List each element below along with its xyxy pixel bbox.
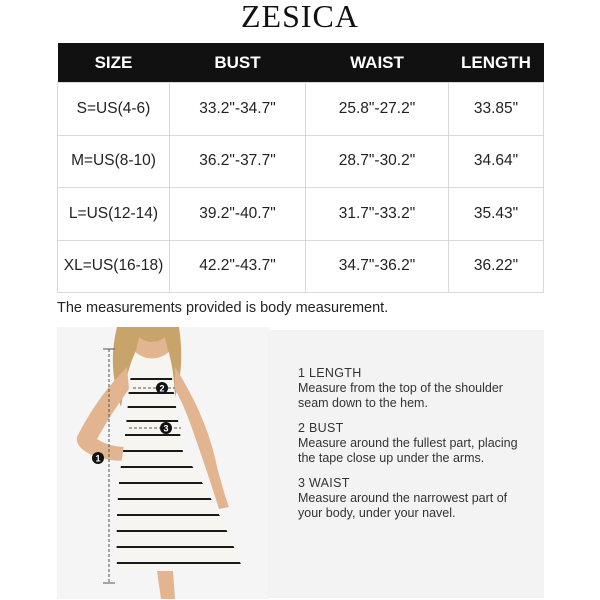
cell-size: S=US(4-6) [58,83,170,136]
table-row [58,135,544,188]
model-photo [57,327,269,599]
instruction-bust [298,421,523,466]
instruction-title: 2 BUST [298,421,344,435]
header-size: SIZE [58,43,170,83]
instruction-title: 3 WAIST [298,476,350,490]
svg-text:2: 2 [159,383,165,394]
cell-length: 36.22" [449,240,544,293]
measure-instructions-panel [268,330,544,598]
cell-waist: 31.7"-33.2" [306,188,449,241]
header-bust: BUST [170,43,306,83]
instruction-title: 1 LENGTH [298,366,362,380]
cell-waist: 25.8"-27.2" [306,83,449,136]
instruction-length [298,366,513,411]
table-row [58,188,544,241]
cell-bust: 42.2"-43.7" [170,240,306,293]
marker-bust [156,382,168,394]
table-header-row [58,43,544,83]
cell-waist: 34.7"-36.2" [306,240,449,293]
table-row [58,83,544,136]
header-length: LENGTH [449,43,544,83]
instruction-desc: Measure from the top of the shoulder seam down to the hem. [298,381,503,410]
table-row [58,240,544,293]
marker-length [92,452,104,464]
header-waist: WAIST [306,43,449,83]
cell-length: 34.64" [449,135,544,188]
instruction-waist [298,476,513,521]
cell-length: 33.85" [449,83,544,136]
marker-waist [160,422,172,434]
model-illustration [57,327,269,599]
cell-bust: 36.2"-37.7" [170,135,306,188]
cell-waist: 28.7"-30.2" [306,135,449,188]
instruction-desc: Measure around the narrowest part of your body, under your navel. [298,491,508,520]
cell-size: XL=US(16-18) [58,240,170,293]
brand-logo: ZESICA [241,0,359,34]
svg-text:3: 3 [163,423,169,434]
size-chart-table [57,43,544,293]
cell-length: 35.43" [449,188,544,241]
cell-size: L=US(12-14) [58,188,170,241]
svg-text:1: 1 [95,453,101,464]
cell-bust: 39.2"-40.7" [170,188,306,241]
instruction-desc: Measure around the fullest part, placing the tape close up under the arms. [298,436,518,465]
cell-size: M=US(8-10) [58,135,170,188]
cell-bust: 33.2"-34.7" [170,83,306,136]
measurement-note: The measurements provided is body measurement. [57,300,389,316]
